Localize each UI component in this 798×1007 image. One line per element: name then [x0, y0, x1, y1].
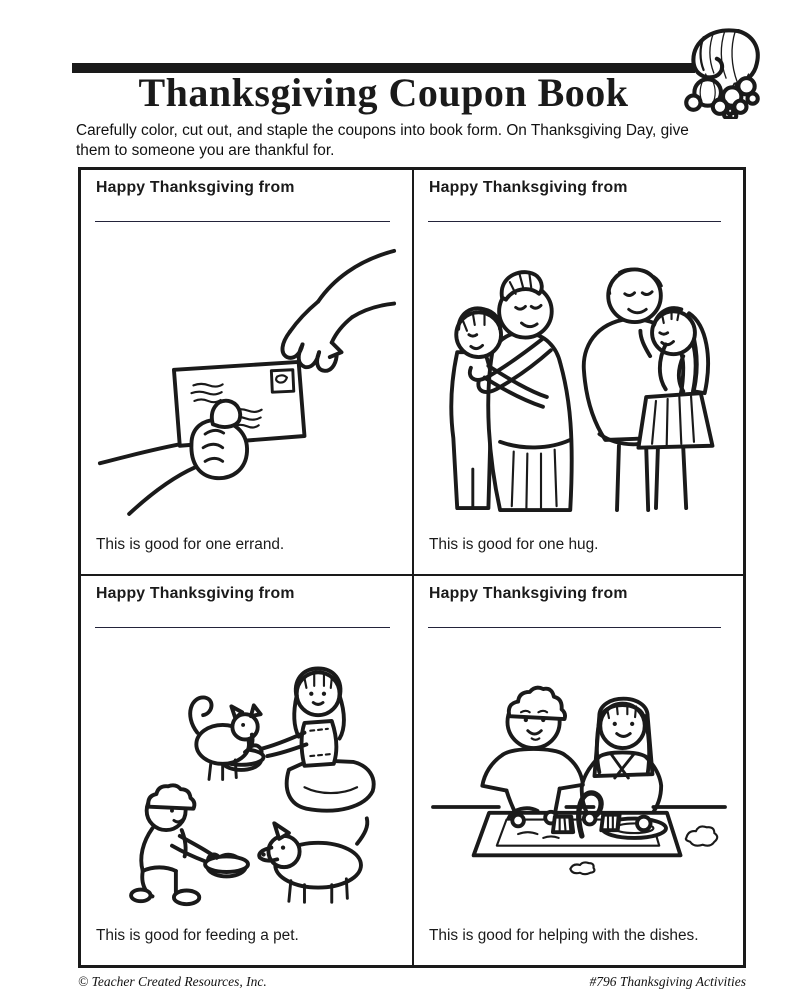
- coupon-art-area: [414, 628, 743, 927]
- coupon-header: Happy Thanksgiving from: [429, 179, 628, 196]
- copyright-text: © Teacher Created Resources, Inc.: [78, 974, 267, 989]
- coupon-art-area: [81, 628, 412, 927]
- grandparents-hugging-children-illustration: [428, 243, 730, 516]
- hand-passing-envelope-illustration: [96, 243, 398, 516]
- page-title: Thanksgiving Coupon Book: [138, 70, 629, 115]
- coupon-header: Happy Thanksgiving from: [96, 179, 295, 196]
- children-washing-dishes-illustration: [429, 662, 729, 894]
- coupon-art-area: [414, 222, 743, 536]
- instructions-line-2: them to someone you are thankful for.: [76, 142, 335, 159]
- coupon-card-dishes: [414, 576, 743, 965]
- instructions-line-1: Carefully color, cut out, and staple the coupons into book form. On Thanksgiving Day, give: [76, 122, 689, 139]
- instructions-text: [76, 121, 756, 161]
- children-feeding-cat-and-dog-illustration: [96, 641, 398, 914]
- coupon-caption: This is good for helping with the dishes.: [429, 927, 699, 944]
- coupon-caption: This is good for one errand.: [96, 536, 285, 553]
- coupon-caption: This is good for one hug.: [429, 536, 599, 553]
- coupon-card-hug: [414, 170, 743, 576]
- coupon-grid: [78, 167, 746, 968]
- coupon-header: Happy Thanksgiving from: [96, 585, 295, 602]
- coupon-card-errand: [81, 170, 414, 576]
- product-code-text: #796 Thanksgiving Activities: [589, 974, 746, 989]
- coupon-header: Happy Thanksgiving from: [429, 585, 628, 602]
- page-footer: [78, 974, 746, 990]
- coupon-card-feed-pet: [81, 576, 414, 965]
- coupon-art-area: [81, 222, 412, 536]
- coupon-caption: This is good for feeding a pet.: [96, 927, 299, 944]
